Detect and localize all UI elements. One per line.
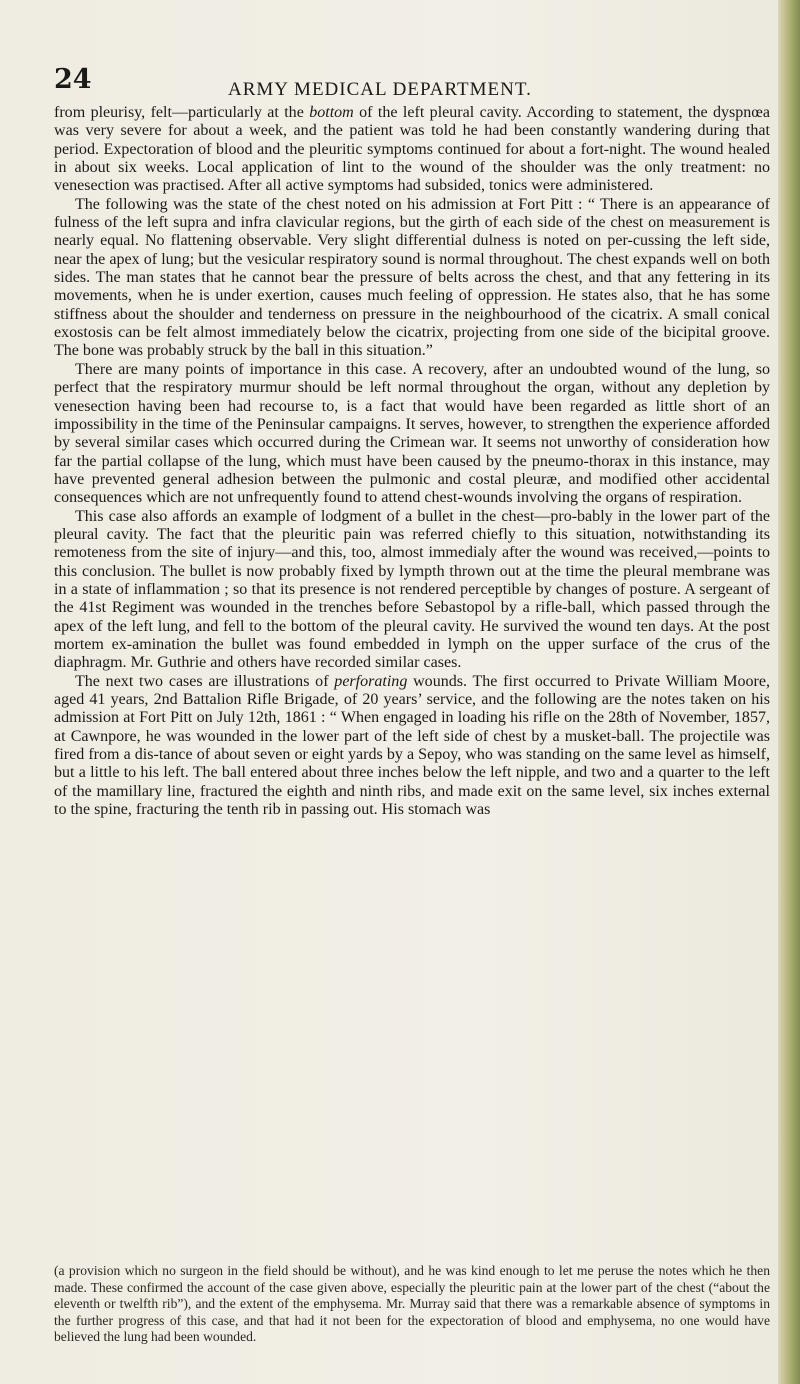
emphasis-bottom: bottom	[309, 104, 354, 121]
emphasis-perforating: perforating	[334, 672, 408, 690]
paragraph-2: The following was the state of the chest noted on his admission at Fort Pitt : “ There is an appearance of fulness of the left supra and infra clavicular regions, but the girth of each side of the chest on measurement is nearly equal. No flattening observable. Very slight differential dulness is noted on per-cussing the left side, near the apex of lung; but the vesicular respiratory sound is normal throughout. The chest expands well on both sides. The man states that he cannot bear the pressure of belts across the chest, and that any fettering in its movements, when he is under exertion, causes much feeling of oppression. He states also, that he has some stiffness about the shoulder and tenderness on pressure in the neighbourhood of the cicatrix. A small conical exostosis can be felt almost immediately below the cicatrix, projecting from one side of the bicipital groove. The bone was probably struck by the ball in this situation.”	[54, 195, 770, 360]
paragraph-1: from pleurisy, felt—particularly at the bottom of the left pleural cavity. According to statement, the dyspnœa was very severe for about a week, and the patient was told he had been constantly wandering during that period. Expectoration of blood and the pleuritic symptoms continued for about a fort-night. The wound healed in about six weeks. Local application of lint to the wound of the shoulder was the only treatment: no venesection was practised. After all active symptoms had subsided, tonics were administered.	[54, 104, 770, 195]
footnote-text: (a provision which no surgeon in the field should be without), and he was kind enough to let me peruse the notes which he then made. These confirmed the account of the case given above, especially the pleuritic pain at the lower part of the chest (“about the eleventh or twelfth rib”), and the extent of the emphysema. Mr. Murray said that there was a remarkable absence of symptoms in the further progress of this case, and that had it not been for the expectoration of blood and emphysema, no one would have believed the lung had been wounded.	[54, 1263, 770, 1344]
paragraph-4: This case also affords an example of lodgment of a bullet in the chest—pro-bably in the lower part of the pleural cavity. The fact that the pleuritic pain was referred chiefly to this situation, notwithstanding its remoteness from the site of injury—and this, too, almost immedialy after the wound was received,—points to this conclusion. The bullet is now probably fixed by lympth thrown out at the time the pleural membrane was in a state of inflammation ; so that its presence is not rendered perceptible by changes of posture. A sergeant of the 41st Regiment was wounded in the trenches before Sebastopol by a rifle-ball, which passed through the apex of the left lung, and fell to the bottom of the pleural cavity. He survived the wound ten days. At the post mortem ex-amination the bullet was found embedded in lymph on the upper surface of the crus of the diaphragm. Mr. Guthrie and others have recorded similar cases.	[54, 507, 770, 672]
page-edge-binding	[778, 0, 800, 1384]
main-text	[54, 104, 770, 819]
paragraph-5: The next two cases are illustrations of perforating wounds. The first occurred to Private William Moore, aged 41 years, 2nd Battalion Rifle Brigade, of 20 years’ service, and the following are the notes taken on his admission at Fort Pitt on July 12th, 1861 : “ When engaged in loading his rifle on the 28th of November, 1857, at Cawnpore, he was wounded in the lower part of the left side of chest by a musket-ball. The projectile was fired from a dis-tance of about seven or eight yards by a Sepoy, who was standing on the same level as himself, but a little to his left. The ball entered about three inches below the left nipple, and two and a quarter to the left of the mamillary line, fractured the eighth and ninth ribs, and made exit on the same level, six inches external to the spine, fracturing the tenth rib in passing out. His stomach was	[54, 672, 771, 819]
page-number: 24	[54, 64, 92, 95]
running-head: ARMY MEDICAL DEPARTMENT.	[228, 79, 532, 100]
footnote	[54, 1263, 770, 1346]
paragraph-3: There are many points of importance in this case. A recovery, after an undoubted wound of the lung, so perfect that the respiratory murmur should be left normal throughout the organ, without any depletion by venesection having been had recourse to, is a fact that would have been regarded as little short of an impossibility in the time of the Peninsular campaigns. It serves, however, to strengthen the experience afforded by several similar cases which occurred during the Crimean war. It seems not unworthy of consideration how far the partial collapse of the lung, which must have been caused by the pneumo-thorax in this instance, may have prevented general adhesion between the pulmonic and costal pleuræ, and modified other accidental consequences which are not unfrequently found to attend chest-wounds involving the organs of respiration.	[54, 360, 770, 507]
